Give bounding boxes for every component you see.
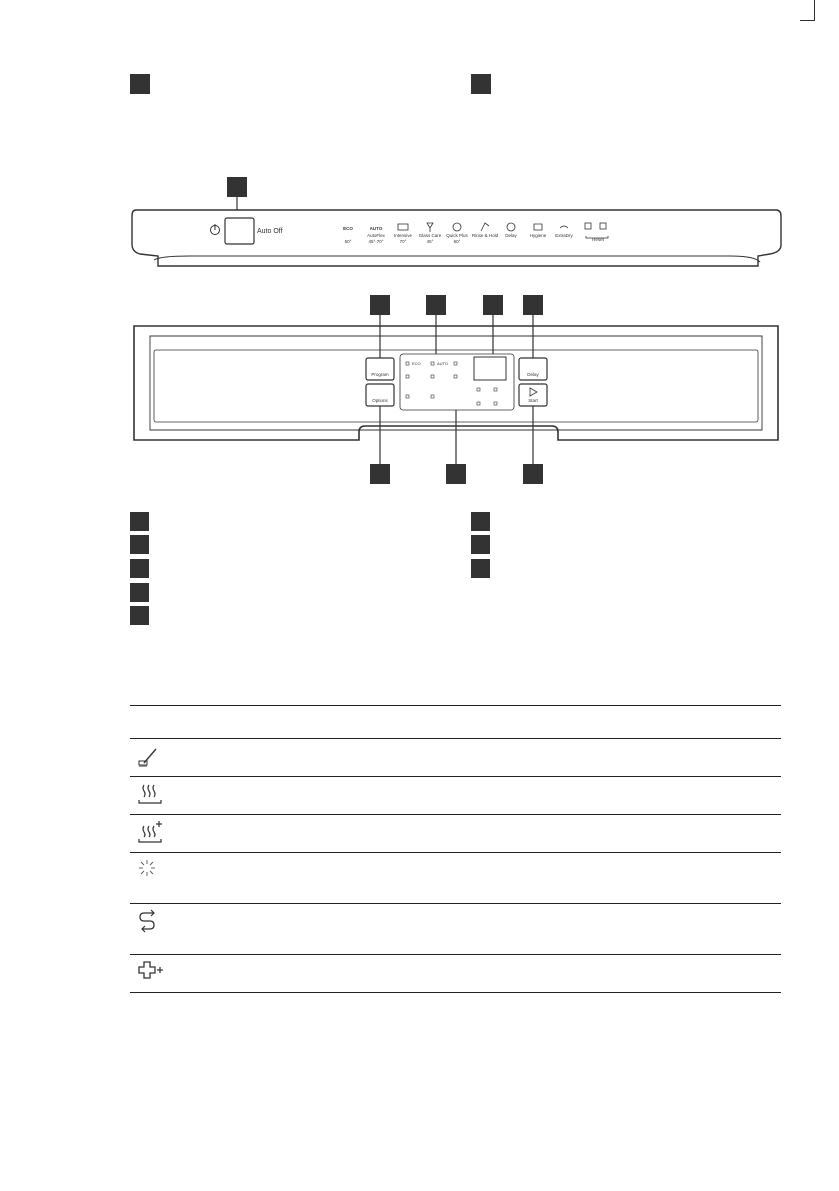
legend-marker — [471, 559, 490, 578]
prog-autoflex-label: AutoFlex — [367, 233, 385, 238]
indicator-eco: ECO — [412, 361, 421, 366]
regenerate-icon — [136, 908, 162, 934]
table-cell-description — [172, 955, 781, 993]
legend-marker — [130, 535, 149, 554]
table-cell-icon — [130, 739, 172, 777]
corner-crop-mark — [800, 0, 815, 21]
indicator-auto: AUTO — [437, 361, 449, 366]
table-cell-description — [172, 777, 781, 815]
table-row — [130, 777, 781, 815]
table-cell-icon — [130, 853, 172, 904]
prog-delay-label: Delay — [505, 233, 517, 238]
table-row — [130, 955, 781, 993]
table-cell-icon — [130, 815, 172, 853]
sparkle-icon — [136, 857, 162, 883]
extradry-wavy-icon — [136, 781, 166, 807]
legend-marker — [130, 606, 149, 625]
prog-auto-temp: 45°-70° — [368, 239, 384, 244]
display — [474, 357, 506, 380]
prog-rinse-label: Rinse & Hold — [471, 233, 499, 238]
table-cell-description — [172, 904, 781, 955]
options-button-label: Options — [372, 398, 388, 403]
table-header-cell — [130, 706, 172, 739]
table-row — [130, 815, 781, 853]
prog-eco-temp: 50° — [344, 239, 352, 244]
start-button-label: Start — [528, 398, 538, 403]
callout-marker — [523, 464, 543, 484]
table-header-cell — [172, 706, 781, 739]
callout-marker — [227, 177, 247, 197]
legend-marker — [471, 74, 491, 94]
prog-eco-label: ECO — [343, 226, 353, 231]
callout-marker — [446, 464, 466, 484]
bottom-control-panel-figure — [130, 292, 782, 488]
table-cell-icon — [130, 955, 172, 993]
legend-marker — [130, 559, 149, 578]
table-cell-description — [172, 853, 781, 904]
table-row — [130, 739, 781, 777]
table-row — [130, 904, 781, 955]
rinse-aid-brush-icon — [136, 743, 162, 769]
table-row — [130, 853, 781, 904]
table-cell-description — [172, 815, 781, 853]
delay-button-label: Delay — [527, 372, 539, 377]
program-button-label: Program — [371, 372, 389, 377]
table-cell-icon — [130, 904, 172, 955]
prog-glass-label: Glass Care — [418, 233, 442, 238]
table-cell-description — [172, 739, 781, 777]
prog-glass-temp: 45° — [426, 239, 434, 244]
legend-marker — [471, 512, 490, 531]
prog-auto-label: AUTO — [369, 226, 383, 231]
prog-quick-label: Quick Plus — [446, 233, 468, 238]
extradry-plus-icon — [136, 819, 166, 845]
symbol-table — [130, 705, 781, 993]
legend-marker — [130, 74, 150, 94]
prog-hygiene-label: Hygiene — [529, 233, 547, 238]
prog-quick-temp: 60° — [453, 239, 461, 244]
table-cell-icon — [130, 777, 172, 815]
top-control-panel-figure — [130, 170, 782, 275]
auto-off-label: Auto Off — [257, 228, 283, 235]
prog-intensive-label: Intensive — [393, 233, 413, 238]
callout-marker — [523, 295, 543, 315]
prog-extradry-label: ExtraDry — [555, 233, 573, 238]
legend-marker — [130, 583, 149, 602]
hygiene-plus-icon — [136, 959, 166, 985]
legend-marker — [471, 535, 490, 554]
callout-marker — [426, 295, 446, 315]
prog-intensive-temp: 70° — [399, 239, 407, 244]
power-button — [225, 218, 254, 244]
legend-marker — [130, 512, 149, 531]
reset-label: Reset — [592, 237, 604, 242]
callout-marker — [370, 464, 390, 484]
callout-marker — [370, 295, 390, 315]
callout-marker — [483, 295, 503, 315]
table-header-row — [130, 706, 781, 739]
